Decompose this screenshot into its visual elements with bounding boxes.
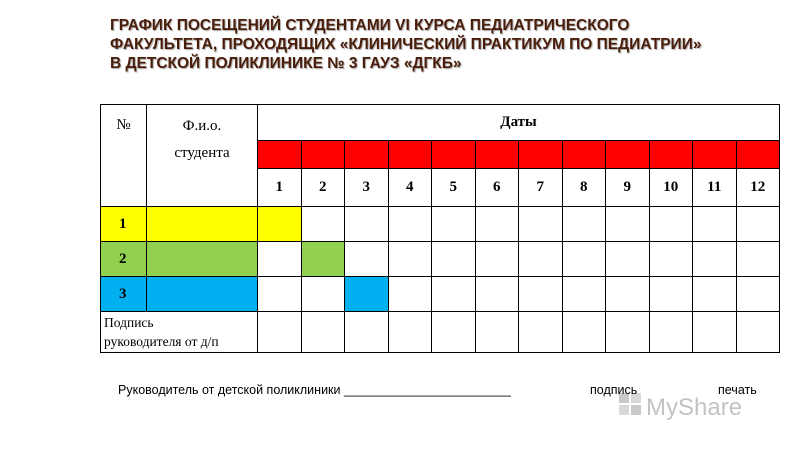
schedule-table [100, 104, 780, 353]
date-cell[interactable] [693, 277, 737, 312]
red-cell [649, 141, 693, 169]
signature-cell[interactable] [301, 312, 345, 353]
date-cell[interactable] [258, 277, 302, 312]
red-cell [693, 141, 737, 169]
date-cell[interactable] [345, 207, 389, 242]
date-cell[interactable] [258, 242, 302, 277]
header-fio-line-2: студента [174, 145, 230, 161]
red-cell [301, 141, 345, 169]
date-number: 1 [258, 169, 302, 207]
date-number: 4 [388, 169, 432, 207]
date-cell[interactable] [736, 207, 780, 242]
signature-cell[interactable] [432, 312, 476, 353]
title-line-3: В ДЕТСКОЙ ПОЛИКЛИНИКЕ № 3 ГАУЗ «ДГКБ» [110, 55, 462, 72]
date-number: 8 [562, 169, 606, 207]
date-number: 12 [736, 169, 780, 207]
date-cell[interactable] [736, 242, 780, 277]
signature-cell[interactable] [693, 312, 737, 353]
date-cell[interactable] [388, 277, 432, 312]
date-cell[interactable] [388, 242, 432, 277]
red-cell [519, 141, 563, 169]
title-line-1: ГРАФИК ПОСЕЩЕНИЙ СТУДЕНТАМИ VI КУРСА ПЕДИАТРИЧЕСКОГО [110, 17, 630, 34]
date-cell[interactable] [649, 242, 693, 277]
date-cell[interactable] [649, 207, 693, 242]
date-cell[interactable] [301, 242, 345, 277]
date-cell[interactable] [301, 277, 345, 312]
red-cell [562, 141, 606, 169]
header-fio-line-1: Ф.и.о. [182, 118, 222, 134]
signature-cell[interactable] [388, 312, 432, 353]
signature-label-line-2: руководителя от д/п [104, 334, 219, 349]
red-cell [475, 141, 519, 169]
date-cell[interactable] [606, 207, 650, 242]
date-cell[interactable] [475, 207, 519, 242]
table-row [101, 277, 780, 312]
footer-supervisor-line: Руководитель от детской поликлиники ________________________ [118, 383, 511, 397]
row-number: 2 [101, 242, 147, 277]
date-cell[interactable] [562, 242, 606, 277]
signature-cell[interactable] [736, 312, 780, 353]
signature-cell[interactable] [475, 312, 519, 353]
date-cell[interactable] [519, 242, 563, 277]
date-cell[interactable] [345, 242, 389, 277]
date-cell[interactable] [519, 277, 563, 312]
student-name-cell[interactable] [147, 277, 258, 312]
red-cell [432, 141, 476, 169]
date-cell[interactable] [432, 277, 476, 312]
signature-row [101, 312, 780, 353]
signature-label-line-1: Подпись [104, 315, 154, 330]
table-row [101, 242, 780, 277]
date-number: 2 [301, 169, 345, 207]
date-cell[interactable] [475, 277, 519, 312]
date-cell[interactable] [432, 207, 476, 242]
row-number: 1 [101, 207, 147, 242]
red-cell [258, 141, 302, 169]
date-cell[interactable] [345, 277, 389, 312]
date-cell[interactable] [388, 207, 432, 242]
header-dates: Даты [258, 105, 780, 141]
date-cell[interactable] [649, 277, 693, 312]
signature-cell[interactable] [258, 312, 302, 353]
date-cell[interactable] [562, 207, 606, 242]
red-cell [606, 141, 650, 169]
signature-cell[interactable] [345, 312, 389, 353]
title-line-2: ФАКУЛЬТЕТА, ПРОХОДЯЩИХ «КЛИНИЧЕСКИЙ ПРАКТИКУМ ПО ПЕДИАТРИИ» [110, 36, 702, 53]
date-number: 11 [693, 169, 737, 207]
date-cell[interactable] [693, 207, 737, 242]
date-cell[interactable] [606, 277, 650, 312]
header-number: № [101, 105, 147, 207]
red-cell [388, 141, 432, 169]
red-cell [345, 141, 389, 169]
date-number: 3 [345, 169, 389, 207]
date-cell[interactable] [562, 277, 606, 312]
date-cell[interactable] [519, 207, 563, 242]
date-number: 10 [649, 169, 693, 207]
header-student-name [147, 105, 258, 207]
signature-cell[interactable] [562, 312, 606, 353]
table-row [101, 207, 780, 242]
date-cell[interactable] [606, 242, 650, 277]
date-number: 9 [606, 169, 650, 207]
signature-cell[interactable] [606, 312, 650, 353]
signature-row-label [101, 312, 258, 353]
signature-cell[interactable] [649, 312, 693, 353]
page-title [110, 16, 770, 73]
date-number: 6 [475, 169, 519, 207]
date-number: 7 [519, 169, 563, 207]
date-cell[interactable] [693, 242, 737, 277]
footer-signature-label: подпись [590, 383, 638, 397]
date-cell[interactable] [736, 277, 780, 312]
date-cell[interactable] [432, 242, 476, 277]
watermark-text: MyShare [646, 394, 743, 421]
red-cell [736, 141, 780, 169]
date-cell[interactable] [301, 207, 345, 242]
footer-stamp-label: печать [718, 383, 757, 397]
student-name-cell[interactable] [147, 242, 258, 277]
date-cell[interactable] [475, 242, 519, 277]
row-number: 3 [101, 277, 147, 312]
student-name-cell[interactable] [147, 207, 258, 242]
signature-cell[interactable] [519, 312, 563, 353]
date-number: 5 [432, 169, 476, 207]
date-cell[interactable] [258, 207, 302, 242]
